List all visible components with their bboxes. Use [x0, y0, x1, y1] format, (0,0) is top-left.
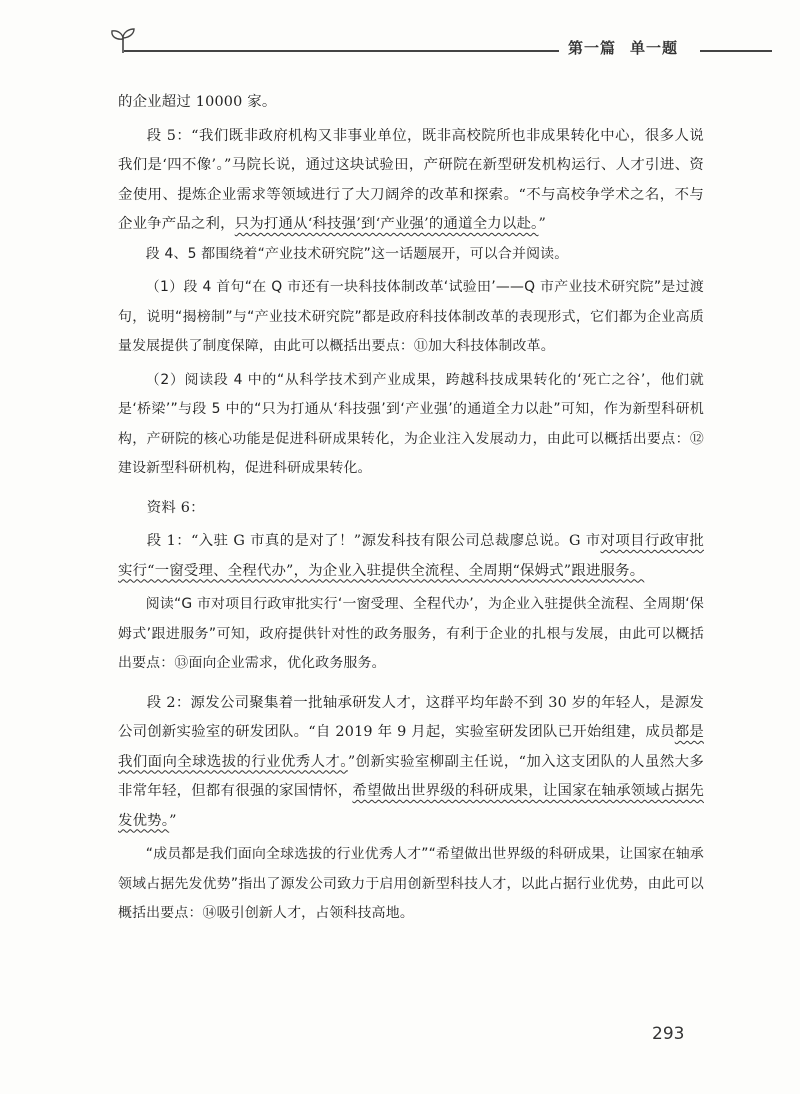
analysis-point-1: （1）段 4 首句“在 Q 市还有一块科技体制改革‘试验田’——Q 市产业技术研究院”是过渡句，说明“揭榜制”与“产业技术研究院”都是政府科技体制改革的表现形式，它们都为企业高质量发展提供了制度保障，由此可以概括出要点：⑪加大科技体制改革。 — [118, 279, 704, 354]
section5-end: ” — [538, 216, 547, 232]
analysis-merge: 段 4、5 都围绕着“产业技术研究院”这一话题展开，可以合并阅读。 — [145, 245, 569, 262]
page-content — [118, 88, 704, 929]
paragraph-continuation: 的企业超过 10000 家。 — [118, 94, 277, 110]
analysis-point-13: 阅读“G 市对项目行政审批实行‘一窗受理、全程代办’，为企业入驻提供全流程、全周期‘保姆式’跟进服务”可知，政府提供针对性的政务服务，有利于企业的扎根与发展，由此可以概括出要点：⑬面向企业需求，优化政务服务。 — [118, 596, 704, 671]
page-number: 293 — [652, 1024, 685, 1044]
material-6-heading: 资料 6： — [146, 499, 205, 516]
m6s2-underlined-b: 希望做出世界级的科研成果，让国家在轴承领域占据先发优势。 — [118, 783, 704, 829]
paragraph-section5 — [118, 122, 704, 240]
header-question: 单一题 — [630, 39, 679, 57]
paragraph-m6-section2 — [118, 689, 704, 837]
analysis-point-2: （2）阅读段 4 中的“从科学技术到产业成果，跨越科技成果转化的‘死亡之谷’，他们就是‘桥梁’”与段 5 中的“只为打通从‘科技强’到‘产业强’的通道全力以赴”可知，作为新型科研机构，产研院的核心功能是促进科研成果转化，为企业注入发展动力，由此可以概括出要点：⑫建设新型科研机构，促进科研成果转化。 — [118, 371, 704, 476]
m6s2-text-b: ”创新实验室柳副主任说，“加入这支团队的人虽然大多非常年轻，但都有很强的家国情怀， — [118, 753, 704, 799]
m6s2-text-a: 段 2：源发公司聚集着一批轴承研发人才，这群平均年龄不到 30 岁的年轻人，是源发公司创新实验室的研发团队。“自 2019 年 9 月起，实验室研发团队已开始组建，成员 — [118, 694, 704, 740]
header-part: 第一篇 — [568, 39, 617, 57]
m6s2-underlined-a: 都是我们面向全球选拔的行业优秀人才。 — [118, 724, 704, 770]
m6s1-text: 段 1：“入驻 G 市真的是对了！”源发科技有限公司总裁廖总说。G 市 — [146, 533, 601, 549]
section5-text: 段 5：“我们既非政府机构又非事业单位，既非高校院所也非成果转化中心，很多人说我们是‘四不像’。”马院长说，通过这块试验田，产研院在新型研发机构运行、人才引进、资金使用、提炼企业需求等领域进行了大刀阔斧的改革和探索。“不与高校争学术之名，不与企业争产品之利， — [118, 127, 704, 232]
header-rule-left — [124, 50, 559, 52]
analysis-point-14: “成员都是我们面向全球选拔的行业优秀人才”“希望做出世界级的科研成果，让国家在轴承领域占据先发优势”指出了源发公司致力于启用创新型科技人才，以此占据行业优势，由此可以概括出要点：⑭吸引创新人才，占领科技高地。 — [118, 846, 704, 921]
paragraph-m6-section1 — [118, 527, 704, 586]
m6s1-underlined: 对项目行政审批实行“一窗受理、全程代办”，为企业入驻提供全流程、全周期“保姆式”跟进服务。 — [118, 533, 704, 579]
m6s2-end: ” — [169, 812, 177, 829]
section5-underlined: 只为打通从‘科技强’到‘产业强’的通道全力以赴。 — [234, 216, 539, 232]
page-header — [0, 0, 800, 70]
header-rule-right — [700, 50, 772, 52]
header-title — [568, 37, 692, 58]
